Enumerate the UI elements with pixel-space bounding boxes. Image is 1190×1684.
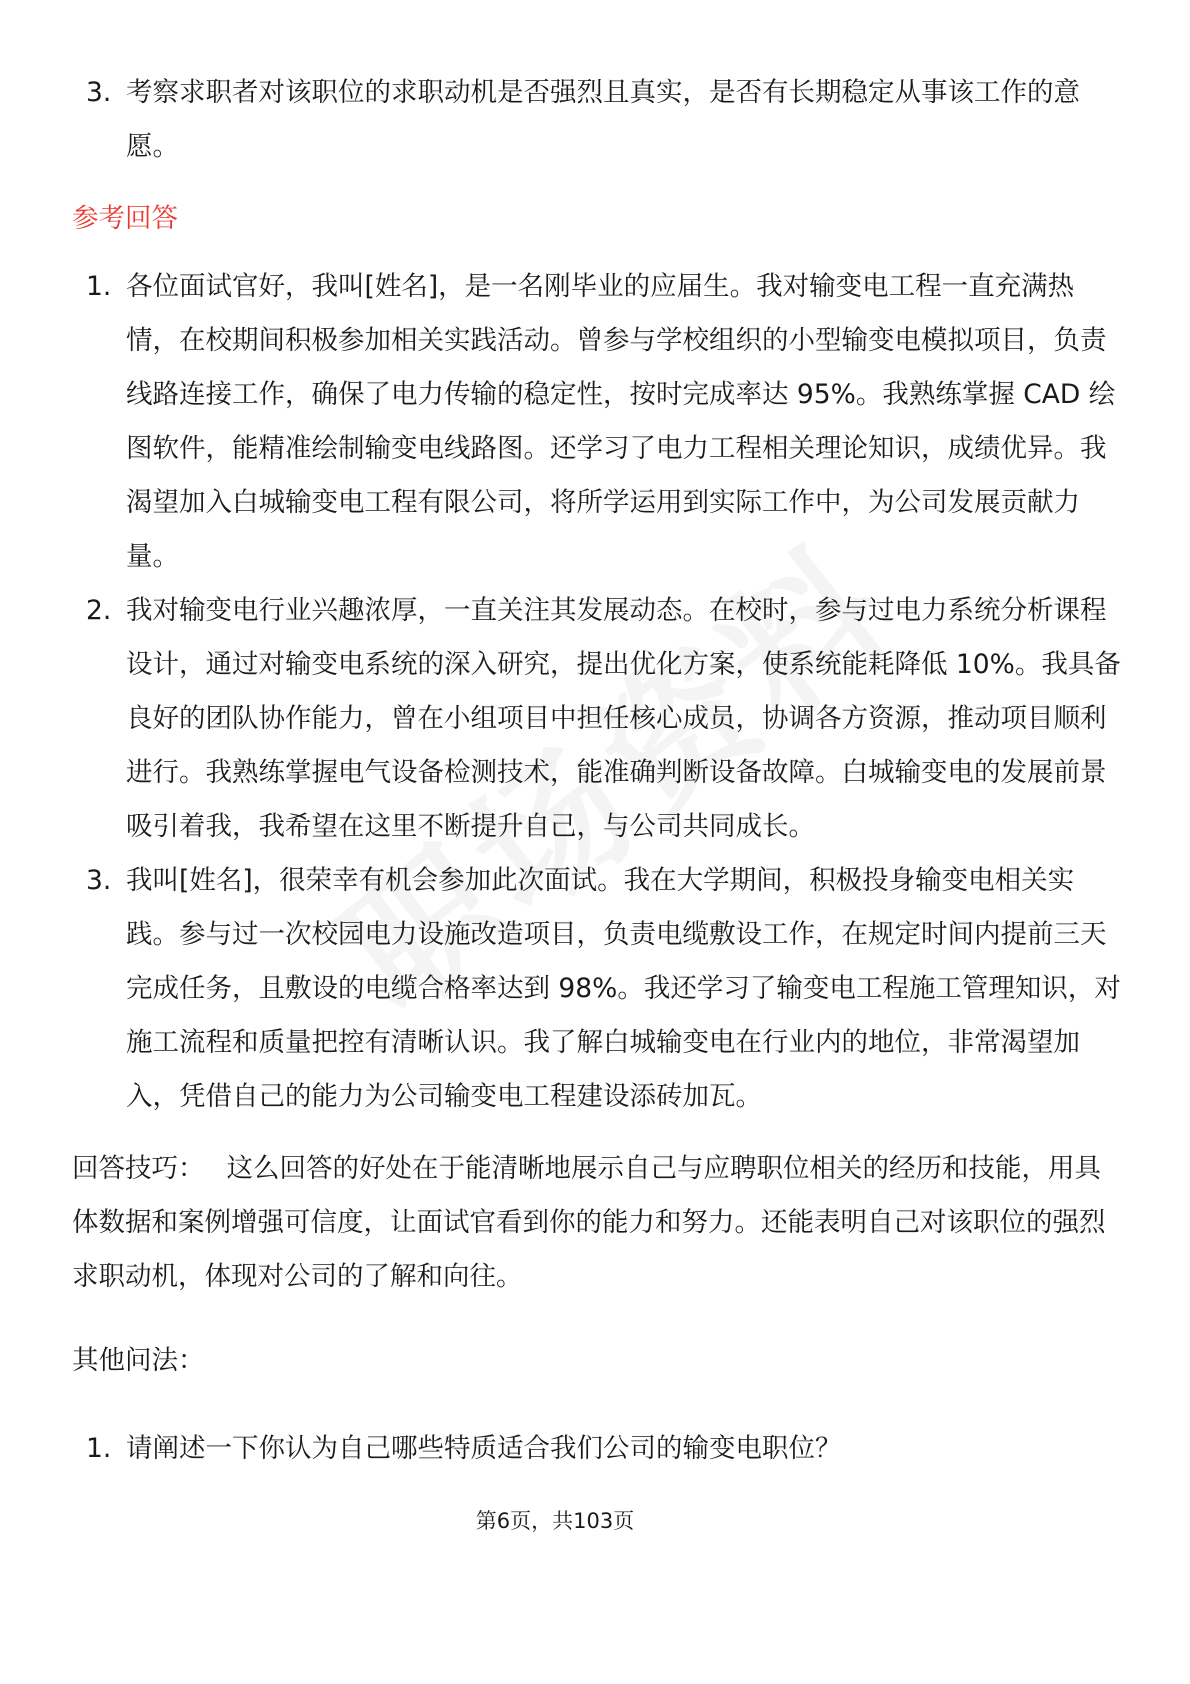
answer-tips: [72, 1142, 1122, 1304]
list-text: 请阐述一下你认为自己哪些特质适合我们公司的输变电职位？: [126, 1433, 842, 1464]
list-text: 我叫[姓名]，很荣幸有机会参加此次面试。我在大学期间，积极投身输变电相关实践。参与过一次校园电力设施改造项目，负责电缆敷设工作，在规定时间内提前三天完成任务，且敷设的电缆合格率达到 98%。我还学习了输变电工程施工管理知识，对施工流程和质量把控有清晰认识。我了解白城输变电在行业内的地位，非常渴望加入，凭借自己的能力为公司输变电工程建设添砖加瓦。: [126, 865, 1121, 1112]
intro-list: [72, 66, 1122, 174]
list-text: 各位面试官好，我叫[姓名]，是一名刚毕业的应届生。我对输变电工程一直充满热情，在校期间积极参加相关实践活动。曾参与学校组织的小型输变电模拟项目，负责线路连接工作，确保了电力传输的稳定性，按时完成率达 95%。我熟练掌握 CAD 绘图软件，能精准绘制输变电线路图。还学习了电力工程相关理论知识，成绩优异。我渴望加入白城输变电工程有限公司，将所学运用到实际工作中，为公司发展贡献力量。: [126, 271, 1116, 572]
other-questions-list: [72, 1422, 1122, 1476]
list-number: 2.: [86, 595, 112, 626]
list-text: 考察求职者对该职位的求职动机是否强烈且真实，是否有长期稳定从事该工作的意愿。: [126, 77, 1080, 162]
list-item: [72, 854, 1122, 1124]
list-item: [72, 260, 1122, 584]
page-footer: 第6页，共103页: [475, 1509, 635, 1533]
answer-list: [72, 260, 1122, 1124]
list-number: 3.: [86, 865, 112, 896]
tips-label: 回答技巧：: [72, 1153, 205, 1184]
list-number: 3.: [86, 77, 112, 108]
list-item: [72, 1422, 1122, 1476]
list-number: 1.: [86, 271, 112, 302]
reference-answer-heading: 参考回答: [72, 203, 178, 234]
page-content: [72, 66, 1122, 1476]
list-text: 我对输变电行业兴趣浓厚，一直关注其发展动态。在校时，参与过电力系统分析课程设计，通过对输变电系统的深入研究，提出优化方案，使系统能耗降低 10%。我具备良好的团队协作能力，曾在小组项目中担任核心成员，协调各方资源，推动项目顺利进行。我熟练掌握电气设备检测技术，能准确判断设备故障。白城输变电的发展前景吸引着我，我希望在这里不断提升自己，与公司共同成长。: [126, 595, 1121, 842]
list-number: 1.: [86, 1433, 112, 1464]
tips-text: 这么回答的好处在于能清晰地展示自己与应聘职位相关的经历和技能，用具体数据和案例增强可信度，让面试官看到你的能力和努力。还能表明自己对该职位的强烈求职动机，体现对公司的了解和向往。: [72, 1153, 1106, 1292]
other-questions-label: 其他问法：: [72, 1345, 205, 1376]
list-item: [72, 66, 1122, 174]
list-item: [72, 584, 1122, 854]
